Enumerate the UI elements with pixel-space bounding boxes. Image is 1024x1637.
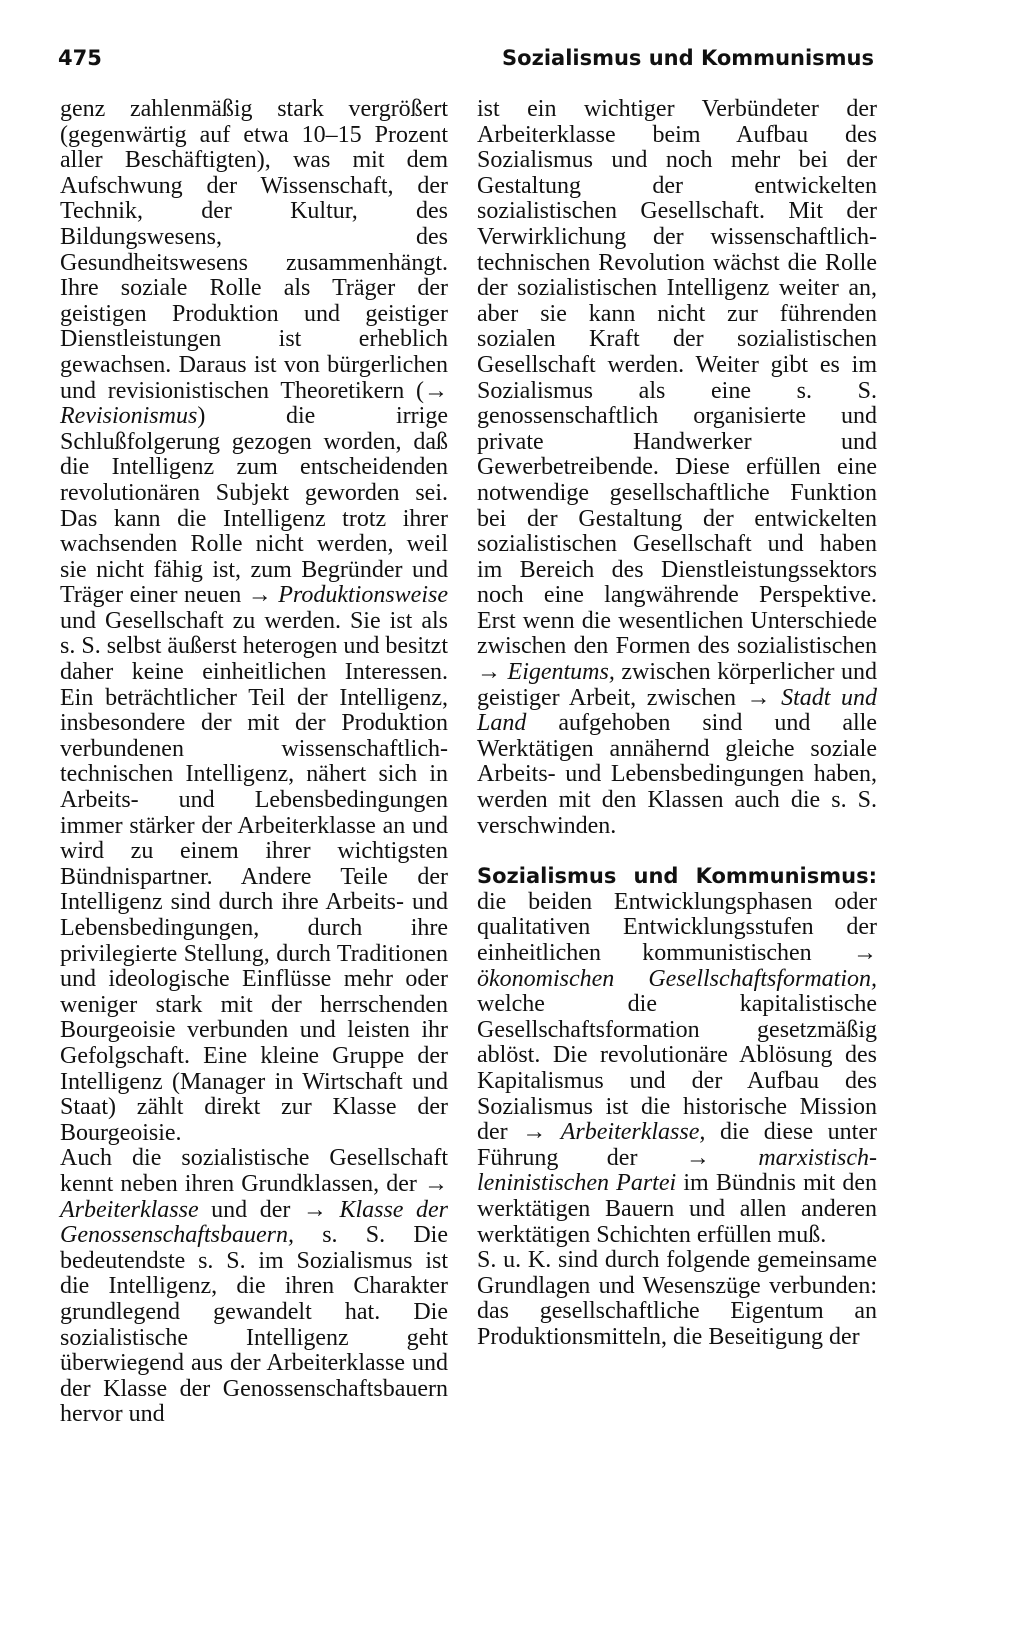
page-number: 475 — [58, 46, 102, 70]
text-run: und der → — [198, 1196, 340, 1223]
cross-reference: Eigentums, — [507, 659, 615, 686]
text-run: zwischen körperlicher und geistiger Arbeit, zwischen → — [477, 659, 877, 711]
cross-reference: ökonomischen Gesellschaftsformation, — [477, 965, 877, 992]
cross-reference: Klasse der Genossenschaftsbauern, — [60, 1196, 448, 1249]
text-run: im Bündnis mit den werktätigen Bauern und allen anderen werktätigen Schichten erfüllen muß. — [477, 1170, 877, 1248]
text-run: ist ein wichtiger Verbündeter der Arbeiterklasse beim Aufbau des Sozialismus und noch mehr bei der Gestaltung der entwickelten sozialistischen Gesellschaft. Mit der Verwirklichung der wissenschaftlich-technischen Revolution wächst die Rolle der sozialistischen Intelligenz weiter an, aber sie kann nicht zur führenden sozialen Kraft der sozialistischen Gesellschaft werden. Weiter gibt es im Sozialismus als eine s. S. genossenschaftlich organisierte und private Handwerker und Gewerbetreibende. Diese erfüllen eine notwendige gesellschaftliche Funktion bei der Gestaltung der entwickelten sozialistischen Gesellschaft und haben im Bereich des Dienstleistungssektors noch eine langwährende Perspektive. Erst wenn die wesentlichen Unterschiede zwischen den Formen des sozialistischen → — [477, 96, 877, 686]
text-run: s. S. Die bedeutendste s. S. im Sozialismus ist die Intelligenz, die ihren Charakter grundlegend gewandelt hat. Die sozialistische Intelligenz geht überwiegend aus der Arbeiterklasse und der Klasse der Genossenschaftsbauern hervor und — [60, 1222, 448, 1428]
text-run: aufgehoben sind und alle Werktätigen annähernd gleiche soziale Arbeits- und Lebensbedingungen haben, werden mit den Klassen auch die s. S. verschwinden. — [477, 710, 877, 839]
running-head: Sozialismus und Kommunismus — [502, 46, 874, 70]
cross-reference: Revisionismus — [60, 403, 198, 430]
text-run: genz zahlenmäßig stark vergrößert (gegenwärtig auf etwa 10–15 Prozent aller Beschäftigten), was mit dem Aufschwung der Wissenschaft, der Technik, der Kultur, des Bildungswesens, des Gesundheitswesens zusammenhängt. Ihre soziale Rolle als Träger der geistigen Produktion und geistiger Dienstleistungen ist erheblich gewachsen. Daraus ist von bürgerlichen und revisionistischen Theoretikern (→ — [60, 96, 448, 404]
text-run: und Gesellschaft zu werden. Sie ist als s. S. selbst äußerst heterogen und besitzt daher keine einheitlichen Interessen. Ein beträchtlicher Teil der Intelligenz, insbesondere der mit der Produktion verbundenen wissenschaftlich-technischen Intelligenz, nähert sich in Arbeits- und Lebensbedingungen immer stärker der Arbeiterklasse an und wird zu einem ihrer wichtigsten Bündnispartner. Andere Teile der Intelligenz sind durch ihre Arbeits- und Lebensbedingungen, durch ihre privilegierte Stellung, durch Traditionen und ideologische Einflüsse mehr oder weniger stark mit der herrschenden Bourgeoisie verbunden und leisten ihr Gefolgschaft. Eine kleine Gruppe der Intelligenz (Manager in Wirtschaft und Staat) zählt direkt zur Klasse der Bourgeoisie. — [60, 607, 448, 1146]
cross-reference: Arbeiterklasse — [60, 1196, 199, 1223]
text-run: die diese unter Führung der → — [477, 1119, 877, 1171]
entry-headword: Sozialismus und Kommunismus: — [477, 864, 877, 889]
dictionary-entry — [477, 864, 877, 1248]
paragraph — [477, 97, 877, 839]
paragraph — [60, 1146, 448, 1428]
text-run: die beiden Entwicklungsphasen oder qualitativen Entwicklungsstufen der einheitlichen kommunistischen → — [477, 888, 877, 966]
text-run: Auch die sozialistische Gesellschaft kennt neben ihren Grundklassen, der → — [60, 1145, 448, 1197]
cross-reference: Stadt und Land — [477, 684, 877, 737]
paragraph — [60, 97, 448, 1146]
cross-reference: marxistisch-leninistischen Partei — [477, 1144, 877, 1197]
text-run: welche die kapitalistische Gesellschaftsformation gesetzmäßig ablöst. Die revolutionäre Ablösung des Kapitalismus und der Aufbau des Sozialismus ist die historische Mission der → — [477, 991, 877, 1146]
text-run: S. u. K. sind durch folgende gemeinsame Grundlagen und Wesenszüge verbunden: das gesellschaftliche Eigentum an Produktionsmitteln, die Beseitigung der — [477, 1247, 877, 1350]
page-header — [58, 46, 874, 76]
right-column — [477, 97, 877, 1351]
paragraph — [477, 1248, 877, 1350]
left-column — [60, 97, 448, 1428]
text-run: ) die irrige Schlußfolgerung gezogen worden, daß die Intelligenz zum entscheidenden revolutionären Subjekt geworden sei. Das kann die Intelligenz trotz ihrer wachsenden Rolle nicht werden, weil sie nicht fähig ist, zum Begründer und Träger einer neuen → — [60, 403, 448, 609]
cross-reference: Arbeiterklasse, — [560, 1119, 706, 1146]
cross-reference: Produktionsweise — [278, 582, 448, 609]
